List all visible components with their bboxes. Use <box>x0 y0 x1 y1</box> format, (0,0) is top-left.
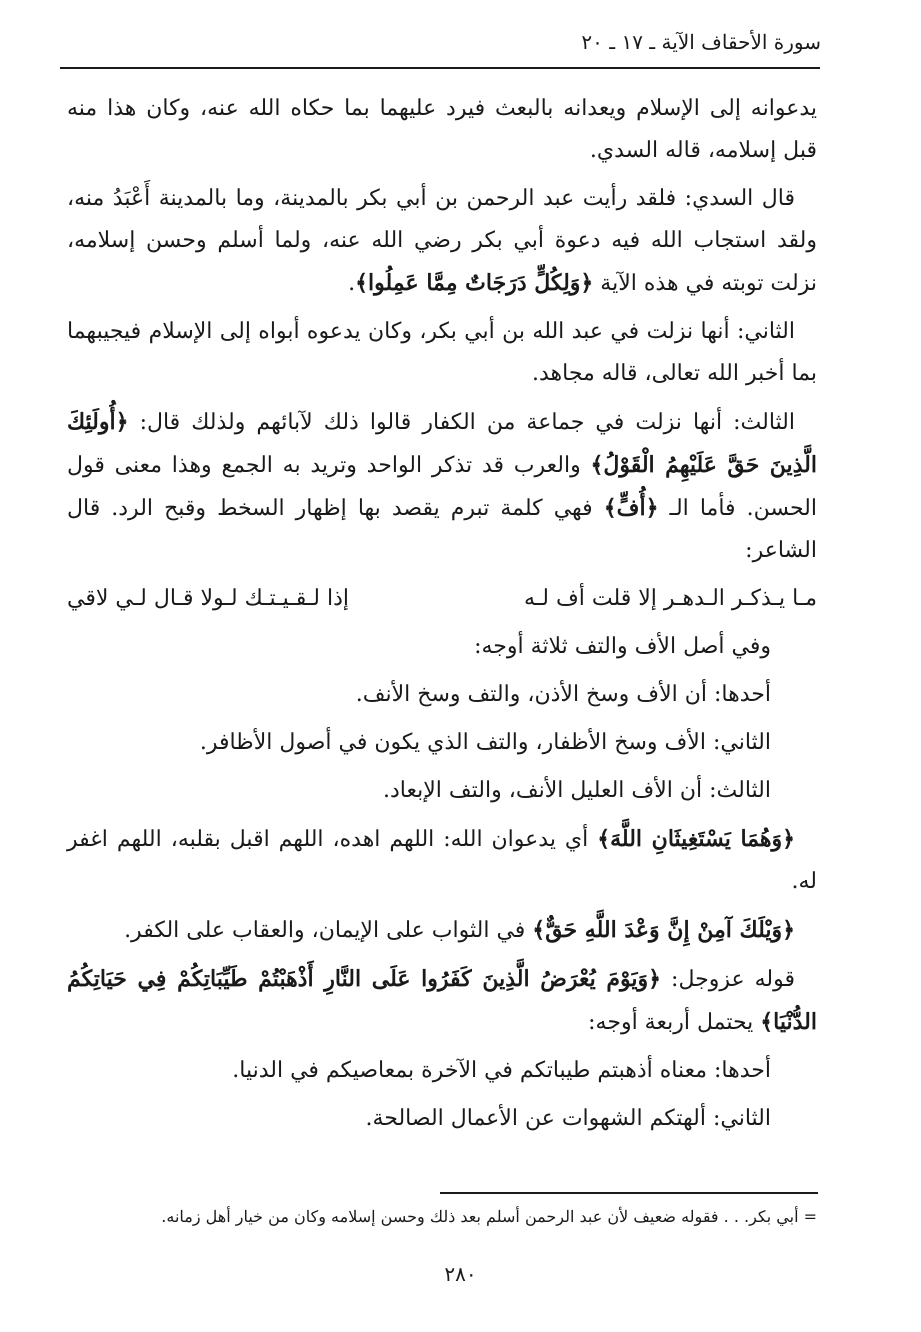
paragraph-9-text: أي يدعوان الله: اللهم اهده، اللهم اقبل بقلبه، اللهم اغفر له. <box>67 827 817 894</box>
paragraph-8: الثالث: أن الأف العليل الأنف، والتف الإبعاد. <box>383 778 771 803</box>
footnote: = أبي بكر. . . فقوله ضعيف لأن عبد الرحمن أسلم بعد ذلك وحسن إسلامه وكان من خيار أهل زمانه. <box>161 1207 817 1226</box>
paragraph-6: أحدها: أن الأف وسخ الأذن، والتف وسخ الأنف. <box>355 682 771 707</box>
paragraph-10-text: في الثواب على الإيمان، والعقاب على الكفر. <box>124 918 533 943</box>
quran-quote: ﴿وَلِكُلٍّ دَرَجَاتٌ مِمَّا عَمِلُوا﴾ <box>355 270 594 296</box>
paragraph-13: الثاني: ألهتكم الشهوات عن الأعمال الصالحة. <box>365 1106 771 1131</box>
verse-first-hemistich: مـا يـذكـر الـدهـر إلا قلت أف لـه <box>524 586 817 611</box>
page-number: ٢٨٠ <box>444 1262 477 1286</box>
paragraph-11 <box>67 958 817 1044</box>
paragraph-1: يدعوانه إلى الإسلام ويعدانه بالبعث فيرد عليهما بما حكاه الله عنه، وكان هذا منه قبل إسلامه، قاله السدي. <box>67 96 817 163</box>
main-text <box>67 88 817 1146</box>
paragraph-9 <box>67 818 817 903</box>
paragraph-4 <box>67 401 817 572</box>
quran-quote: ﴿وَيْلَكَ آمِنْ إِنَّ وَعْدَ اللَّهِ حَقٌّ﴾ <box>532 917 795 943</box>
running-header: سورة الأحقاف الآية ـ ١٧ ـ ٢٠ <box>581 30 821 54</box>
paragraph-4-text-a: الثالث: أنها نزلت في جماعة من الكفار قالوا ذلك لآبائهم ولذلك قال: <box>128 410 795 435</box>
paragraph-11-text-a: قوله عزوجل: <box>661 967 796 992</box>
paragraph-10 <box>67 909 817 952</box>
paragraph-2-text: قال السدي: فلقد رأيت عبد الرحمن بن أبي بكر بالمدينة، وما بالمدينة أَعْبَدُ منه، ولقد استجاب الله فيه دعوة أبي بكر رضي الله عنه، ولما أسلم وحسن إسلامه، نزلت توبته في هذه الآية <box>67 186 817 296</box>
footnote-rule <box>440 1192 818 1194</box>
poetry-verse <box>67 578 817 620</box>
paragraph-12: أحدها: معناه أذهبتم طيباتكم في الآخرة بمعاصيكم في الدنيا. <box>232 1058 771 1083</box>
paragraph-2-end: . <box>348 271 356 296</box>
verse-second-hemistich: إذا لـقـيـتـك لـولا قـال لـي لاقي <box>67 586 350 611</box>
paragraph-5: وفي أصل الأف والتف ثلاثة أوجه: <box>474 634 771 659</box>
quran-quote: ﴿وَهُمَا يَسْتَغِيثَانِ اللَّهَ﴾ <box>597 826 795 852</box>
paragraph-11-text-b: يحتمل أربعة أوجه: <box>588 1010 761 1035</box>
paragraph-3: الثاني: أنها نزلت في عبد الله بن أبي بكر، وكان يدعوه أبواه إلى الإسلام فيجيبهما بما أخبر الله تعالى، قاله مجاهد. <box>67 319 817 386</box>
quran-quote: ﴿وَيَوْمَ يُعْرَضُ الَّذِينَ كَفَرُوا عَلَى النَّارِ أَذْهَبْتُمْ طَيِّبَاتِكُمْ فِي حَيَاتِكُمُ الدُّنْيَا﴾ <box>67 966 817 1035</box>
paragraph-4-text-c: فهي كلمة تبرم يقصد بها إظهار السخط وقبح الرد. قال الشاعر: <box>67 496 817 563</box>
header-rule <box>60 67 820 69</box>
quran-quote: ﴿أُولَئِكَ الَّذِينَ حَقَّ عَلَيْهِمُ الْقَوْلُ﴾ <box>67 409 817 478</box>
quran-quote: ﴿أُفٍّ﴾ <box>603 495 659 521</box>
paragraph-2 <box>67 178 817 305</box>
paragraph-7: الثاني: الأف وسخ الأظفار، والتف الذي يكون في أصول الأظافر. <box>199 730 771 755</box>
paragraph-4-text-b: والعرب قد تذكر الواحد وتريد به الجمع وهذا معنى قول الحسن. فأما الـ <box>67 453 817 521</box>
